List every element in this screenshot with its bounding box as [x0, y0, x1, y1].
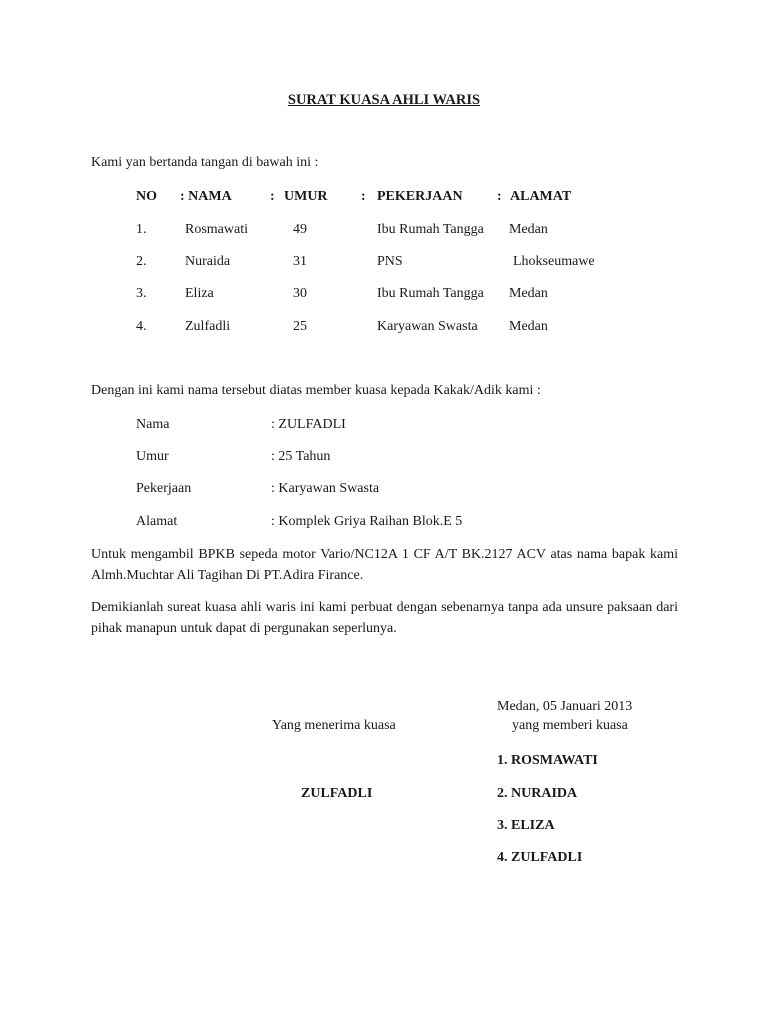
row-alamat: Medan	[509, 319, 548, 334]
intro-text: Kami yan bertanda tangan di bawah ini :	[91, 155, 319, 170]
row-umur: 49	[293, 222, 307, 237]
receiver-label: Yang menerima kuasa	[272, 718, 396, 733]
detail-label: Umur	[136, 449, 169, 464]
grant-intro-text: Dengan ini kami nama tersebut diatas member kuasa kepada Kakak/Adik kami :	[91, 383, 541, 398]
detail-value: : ZULFADLI	[271, 417, 346, 432]
row-pekerjaan: Ibu Rumah Tangga	[377, 286, 484, 301]
detail-label: Alamat	[136, 514, 178, 529]
detail-value: : Komplek Griya Raihan Blok.E 5	[271, 514, 463, 529]
row-no: 4.	[136, 319, 147, 334]
row-alamat: Lhokseumawe	[513, 254, 595, 269]
row-no: 1.	[136, 222, 147, 237]
row-nama: Nuraida	[185, 254, 231, 269]
giver-label: yang memberi kuasa	[512, 718, 628, 733]
giver-name: 3. ELIZA	[497, 818, 555, 833]
place-date: Medan, 05 Januari 2013	[497, 699, 633, 714]
row-pekerjaan: Ibu Rumah Tangga	[377, 222, 484, 237]
row-nama: Zulfadli	[185, 319, 231, 334]
row-pekerjaan: Karyawan Swasta	[377, 319, 478, 334]
header-nama: : NAMA	[180, 189, 232, 204]
purpose-paragraph: Untuk mengambil BPKB sepeda motor Vario/NC12A 1 CF A/T BK.2127 ACV atas nama bapak kami Almh.Muchtar Ali Tagihan Di PT.Adira Firance.	[91, 547, 678, 583]
row-no: 3.	[136, 286, 147, 301]
giver-name: 2. NURAIDA	[497, 786, 578, 801]
detail-label: Nama	[136, 417, 170, 432]
row-alamat: Medan	[509, 286, 548, 301]
row-nama: Rosmawati	[185, 222, 248, 237]
document-title: SURAT KUASA AHLI WARIS	[287, 92, 481, 108]
header-pekerjaan: PEKERJAAN	[377, 189, 463, 204]
header-colon: :	[270, 189, 275, 204]
row-no: 2.	[136, 254, 147, 269]
header-umur: UMUR	[284, 189, 328, 204]
detail-value: : 25 Tahun	[271, 449, 331, 464]
row-alamat: Medan	[509, 222, 548, 237]
row-nama: Eliza	[185, 286, 214, 301]
header-colon: :	[361, 189, 366, 204]
closing-paragraph: Demikianlah sureat kuasa ahli waris ini kami perbuat dengan sebenarnya tanpa ada unsure paksaan dari pihak manapun untuk dapat di pergunakan seperlunya.	[91, 600, 678, 636]
row-umur: 25	[293, 319, 307, 334]
header-alamat: ALAMAT	[510, 189, 572, 204]
giver-name: 1. ROSMAWATI	[497, 753, 598, 768]
receiver-name: ZULFADLI	[301, 786, 373, 801]
giver-name: 4. ZULFADLI	[497, 850, 583, 865]
header-colon: :	[497, 189, 502, 204]
row-umur: 31	[293, 254, 307, 269]
detail-value: : Karyawan Swasta	[271, 481, 380, 496]
row-pekerjaan: PNS	[377, 254, 403, 269]
header-no: NO	[136, 189, 157, 204]
detail-label: Pekerjaan	[136, 481, 192, 496]
row-umur: 30	[293, 286, 307, 301]
